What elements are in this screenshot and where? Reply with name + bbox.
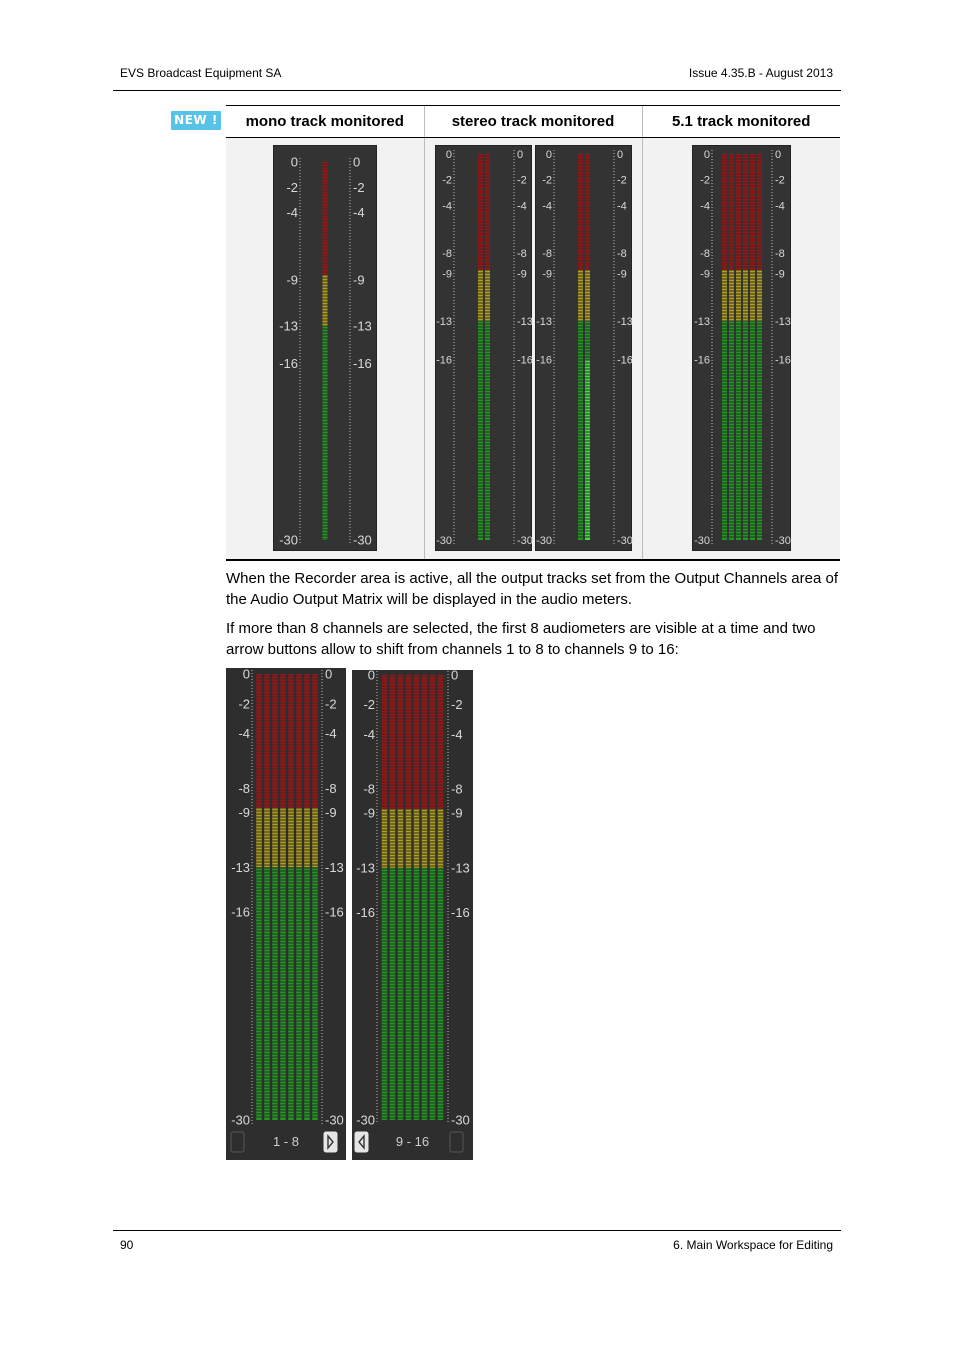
scale-label-right: -4 — [616, 200, 627, 213]
scale-label-left: -2 — [363, 697, 375, 713]
scale-label-right: -8 — [774, 247, 785, 260]
scale-label-right: -9 — [774, 268, 785, 281]
scale-label-left: -2 — [238, 696, 250, 712]
scale-label-left: -4 — [363, 726, 375, 742]
scale-label-right: -30 — [616, 534, 633, 547]
meter-segment — [585, 270, 590, 321]
scale-label-right: -9 — [353, 272, 365, 288]
scale-label-right: -2 — [325, 696, 337, 712]
scale-label-right: -4 — [325, 726, 337, 742]
stereo-meter-right — [535, 145, 632, 551]
scale-label-right: -16 — [353, 356, 372, 372]
scale-label-right: -16 — [616, 354, 633, 367]
scale-label-left: -8 — [363, 781, 375, 797]
col-header-stereo: stereo track monitored — [424, 106, 642, 138]
scale-label-left: -2 — [441, 174, 452, 187]
scale-label-left: -30 — [693, 534, 710, 547]
scale-label-left: 0 — [367, 667, 375, 683]
header-rule — [113, 90, 841, 91]
scale-label-right: -8 — [516, 247, 527, 260]
scale-label-right: -16 — [451, 904, 470, 920]
meter-segment — [430, 809, 436, 868]
scale-label-left: -4 — [238, 726, 250, 742]
scale-label-left: -9 — [541, 268, 552, 281]
scale-label-right: 0 — [616, 148, 623, 161]
meter-segment — [750, 270, 755, 321]
scale-label-left: -13 — [435, 316, 452, 329]
meter-segment — [485, 270, 490, 321]
new-badge: NEW ! — [171, 111, 221, 130]
scale-label-right: -30 — [516, 534, 533, 547]
scale-label-left: -4 — [699, 200, 710, 213]
scale-label-right: -16 — [516, 354, 533, 367]
scale-label-right: 0 — [451, 667, 459, 683]
meter-segment — [406, 809, 412, 868]
meter-segment — [398, 809, 404, 868]
scale-label-left: 0 — [703, 148, 710, 161]
meter-segment — [729, 270, 734, 321]
scale-label-left: -8 — [441, 247, 452, 260]
scale-label-right: -2 — [451, 697, 463, 713]
meter-segment — [438, 809, 444, 868]
meter-segment — [382, 809, 388, 868]
scale-label-left: -16 — [231, 904, 250, 920]
scale-label-left: -13 — [279, 318, 298, 334]
scale-label-right: -4 — [451, 726, 463, 742]
scale-label-right: -16 — [774, 354, 791, 367]
scale-label-right: -30 — [353, 532, 372, 548]
prev-channels-button[interactable] — [231, 1132, 244, 1152]
next-channels-button[interactable] — [324, 1132, 337, 1152]
col-header-mono: mono track monitored — [226, 106, 424, 138]
scale-label-left: 0 — [445, 148, 452, 161]
meter-segment — [390, 809, 396, 868]
scale-label-right: -13 — [325, 859, 344, 875]
scale-label-right: -9 — [325, 804, 337, 820]
scale-label-right: -8 — [616, 247, 627, 260]
scale-label-right: -13 — [451, 860, 470, 876]
scale-label-left: -13 — [535, 316, 552, 329]
scale-label-right: 0 — [325, 666, 333, 682]
cell-stereo — [424, 138, 642, 561]
scale-label-right: -30 — [774, 534, 791, 547]
scale-label-right: -9 — [516, 268, 527, 281]
scale-label-right: 0 — [774, 148, 781, 161]
scale-label-left: -30 — [231, 1112, 250, 1128]
scale-label-left: -2 — [699, 174, 710, 187]
scale-label-left: -8 — [238, 780, 250, 796]
paragraph-channels: If more than 8 channels are selected, the first 8 audiometers are visible at a time and two arrow buttons allow to shift from channels 1 to 8 to channels 9 to 16: — [226, 620, 816, 658]
meter-segment — [743, 270, 748, 321]
scale-label-left: -16 — [279, 356, 298, 372]
scale-label-left: -4 — [541, 200, 552, 213]
meter-segment — [414, 809, 420, 868]
scale-label-right: -30 — [451, 1112, 470, 1128]
scale-label-right: 0 — [353, 154, 361, 170]
meter-segment — [722, 270, 727, 321]
meter-segment — [578, 270, 583, 321]
scale-label-left: -2 — [541, 174, 552, 187]
scale-label-right: -4 — [516, 200, 527, 213]
scale-label-right: -9 — [451, 805, 463, 821]
scale-label-left: -13 — [356, 860, 375, 876]
mono-meter — [273, 145, 377, 551]
scale-label-left: 0 — [545, 148, 552, 161]
meter-segment — [757, 270, 762, 321]
scale-label-left: -9 — [238, 804, 250, 820]
scale-label-right: -16 — [325, 904, 344, 920]
channel-range-label: 1 - 8 — [272, 1134, 300, 1149]
cell-mono — [226, 138, 424, 561]
scale-label-right: -2 — [616, 174, 627, 187]
scale-label-left: -16 — [693, 354, 710, 367]
scale-label-right: -8 — [325, 780, 337, 796]
scale-label-left: -13 — [231, 859, 250, 875]
scale-label-right: -2 — [774, 174, 785, 187]
scale-label-left: -13 — [693, 316, 710, 329]
scale-label-left: -9 — [441, 268, 452, 281]
meter-segment — [736, 270, 741, 321]
footer-rule — [113, 1230, 841, 1231]
scale-label-left: -8 — [541, 247, 552, 260]
channel-range-label: 9 - 16 — [395, 1134, 430, 1149]
meter-segment — [422, 809, 428, 868]
scale-label-left: -16 — [535, 354, 552, 367]
scale-label-left: -30 — [435, 534, 452, 547]
meter-segment — [323, 275, 328, 325]
surround-meter — [692, 145, 791, 551]
meter-segment — [478, 270, 483, 321]
scale-label-right: -2 — [516, 174, 527, 187]
col-header-51: 5.1 track monitored — [642, 106, 840, 138]
scale-label-right: -9 — [616, 268, 627, 281]
multi-meter-9-16 — [352, 667, 473, 1160]
scale-label-right: -13 — [516, 316, 533, 329]
scale-label-left: 0 — [242, 666, 250, 682]
meter-table — [226, 105, 840, 561]
scale-label-right: -30 — [325, 1112, 344, 1128]
header-company: EVS Broadcast Equipment SA — [120, 66, 282, 80]
scale-label-left: -16 — [435, 354, 452, 367]
scale-label-right: 0 — [516, 148, 523, 161]
scale-label-left: -30 — [535, 534, 552, 547]
footer-page-number: 90 — [120, 1238, 134, 1252]
stereo-meter-left — [435, 145, 532, 551]
scale-label-right: -2 — [353, 179, 365, 195]
scale-label-right: -13 — [616, 316, 633, 329]
prev-channels-button[interactable] — [355, 1132, 368, 1152]
scale-label-right: -4 — [353, 204, 365, 220]
scale-label-left: -2 — [286, 179, 298, 195]
paragraph-recorder: When the Recorder area is active, all the output tracks set from the Output Channels area of the Audio Output Matrix will be displayed in the audio meters. — [226, 570, 838, 608]
scale-label-right: -13 — [774, 316, 791, 329]
scale-label-left: -30 — [356, 1112, 375, 1128]
footer-chapter: 6. Main Workspace for Editing — [673, 1238, 833, 1252]
scale-label-right: -8 — [451, 781, 463, 797]
scale-label-left: -30 — [279, 532, 298, 548]
header-issue: Issue 4.35.B - August 2013 — [688, 66, 833, 80]
scale-label-right: -4 — [774, 200, 785, 213]
scale-label-left: -4 — [286, 204, 298, 220]
scale-label-left: -9 — [699, 268, 710, 281]
scale-label-left: -16 — [356, 904, 375, 920]
cell-51 — [642, 138, 840, 561]
next-channels-button[interactable] — [450, 1132, 463, 1152]
scale-label-left: -9 — [363, 805, 375, 821]
scale-label-right: -13 — [353, 318, 372, 334]
scale-label-left: -4 — [441, 200, 452, 213]
multi-meter-1-8 — [226, 668, 346, 1160]
meter-segment — [323, 326, 328, 540]
scale-label-left: 0 — [290, 154, 298, 170]
scale-label-left: -9 — [286, 272, 298, 288]
scale-label-left: -8 — [699, 247, 710, 260]
